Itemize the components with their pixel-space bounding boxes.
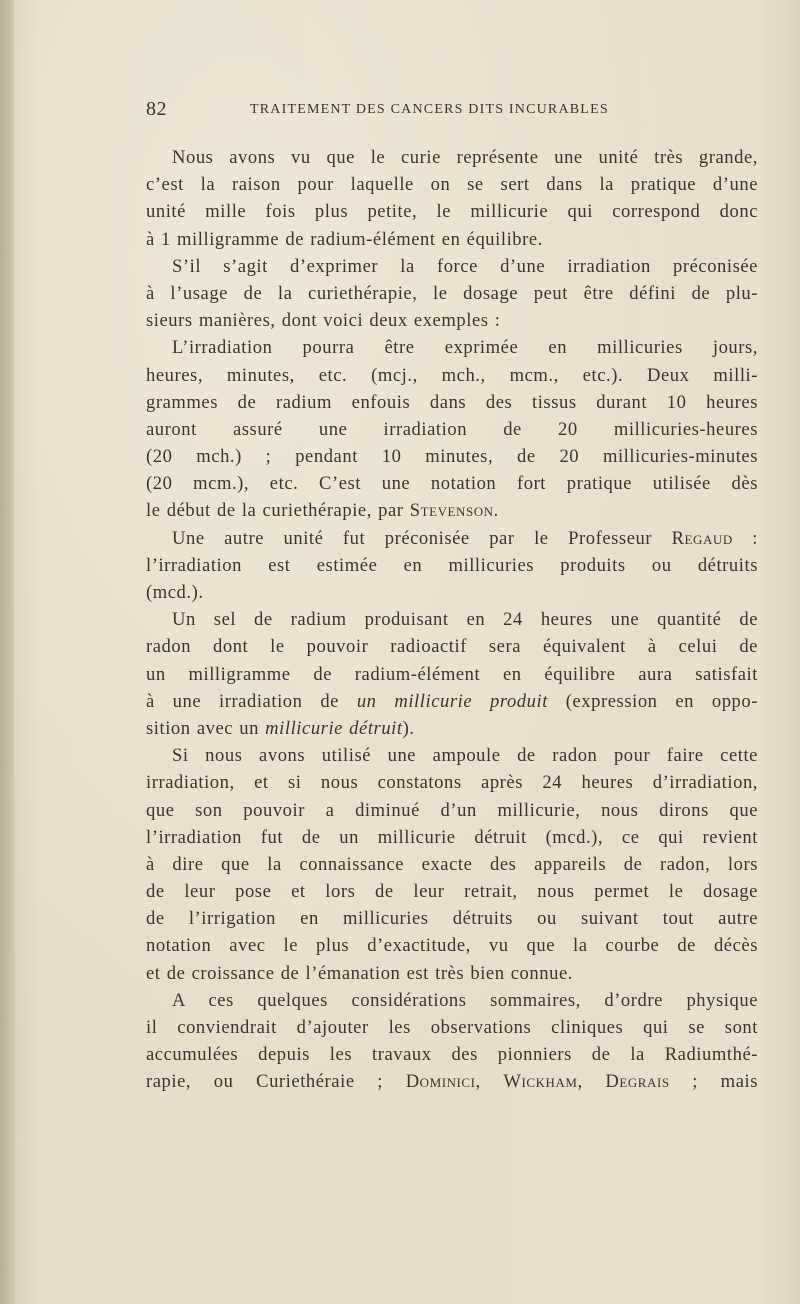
- text-line: sition avec un millicurie détruit).: [146, 717, 415, 739]
- text-line: Une autre unité fut préconisée par le Professeur Regaud :: [172, 527, 758, 549]
- text-line: Nous avons vu que le curie représente une unité très grande,: [172, 147, 758, 168]
- text-line: auront assuré une irradiation de 20 millicuries-heures: [146, 418, 758, 440]
- text-line: (mcd.).: [146, 582, 204, 603]
- author-name: Regaud: [671, 527, 733, 549]
- text-line: Un sel de radium produisant en 24 heures une quantité de: [172, 609, 758, 631]
- text-line: et de croissance de l’émanation est très bien connue.: [146, 962, 573, 984]
- running-title: TRAITEMENT DES CANCERS DITS INCURABLES: [250, 102, 609, 117]
- text-line: à l’usage de la curiethérapie, le dosage peut être défini de plu-: [146, 282, 758, 304]
- text-line: (20 mcm.), etc. C’est une notation fort pratique utilisée dès: [146, 473, 758, 495]
- page-header: [146, 98, 756, 126]
- text-line: de leur pose et lors de leur retrait, nous permet le dosage: [146, 881, 758, 903]
- text-line: unité mille fois plus petite, le millicurie qui correspond donc: [146, 201, 758, 223]
- author-name: Wickham: [503, 1071, 578, 1093]
- author-name: Dominici: [405, 1071, 476, 1093]
- author-name: Stevenson: [409, 500, 494, 522]
- text-line: A ces quelques considérations sommaires, d’ordre physique: [172, 989, 758, 1011]
- page-spine-shadow: [0, 0, 14, 1304]
- text-line: accumulées depuis les travaux des pionniers de la Radiumthé-: [146, 1044, 758, 1066]
- text-line: que son pouvoir a diminué d’un millicurie, nous dirons que: [146, 799, 758, 821]
- text-line: radon dont le pouvoir radioactif sera équivalent à celui de: [146, 636, 758, 658]
- text-line: irradiation, et si nous constatons après 24 heures d’irradiation,: [146, 772, 758, 794]
- italic-term: un millicurie produit: [356, 690, 548, 712]
- text-line: il conviendrait d’ajouter les observations cliniques qui se sont: [146, 1017, 758, 1038]
- text-line: (20 mch.) ; pendant 10 minutes, de 20 millicuries-minutes: [146, 446, 758, 468]
- text-line: notation avec le plus d’exactitude, vu que la courbe de décès: [146, 935, 758, 957]
- italic-term: millicurie détruit: [265, 717, 403, 739]
- text-line: S’il s’agit d’exprimer la force d’une irradiation préconisée: [172, 255, 758, 277]
- text-line: heures, minutes, etc. (mcj., mch., mcm., etc.). Deux milli-: [146, 364, 758, 386]
- text-line: sieurs manières, dont voici deux exemples :: [146, 310, 501, 332]
- text-line: à une irradiation de un millicurie produit (expression en oppo-: [146, 690, 758, 712]
- text-line: de l’irrigation en millicuries détruits ou suivant tout autre: [146, 908, 758, 930]
- text-line: L’irradiation pourra être exprimée en millicuries jours,: [172, 337, 758, 359]
- body-text: [146, 144, 758, 1096]
- author-name: Degrais: [605, 1071, 670, 1093]
- page-number: 82: [146, 98, 167, 120]
- text-line: l’irradiation est estimée en millicuries produits ou détruits: [146, 554, 758, 576]
- text-line: à 1 milligramme de radium-élément en équilibre.: [146, 228, 543, 250]
- text-line: un milligramme de radium-élément en équilibre aura satisfait: [146, 663, 758, 685]
- text-line: à dire que la connaissance exacte des appareils de radon, lors: [146, 853, 758, 875]
- text-line: le début de la curiethérapie, par Stevenson.: [146, 500, 499, 522]
- text-line: c’est la raison pour laquelle on se sert dans la pratique d’une: [146, 174, 758, 196]
- text-line: Si nous avons utilisé une ampoule de radon pour faire cette: [172, 745, 758, 767]
- text-line: rapie, ou Curiethéraie ; Dominici, Wickham, Degrais ; mais: [146, 1071, 758, 1093]
- text-line: l’irradiation fut de un millicurie détruit (mcd.), ce qui revient: [146, 826, 758, 848]
- text-line: grammes de radium enfouis dans des tissus durant 10 heures: [146, 391, 758, 413]
